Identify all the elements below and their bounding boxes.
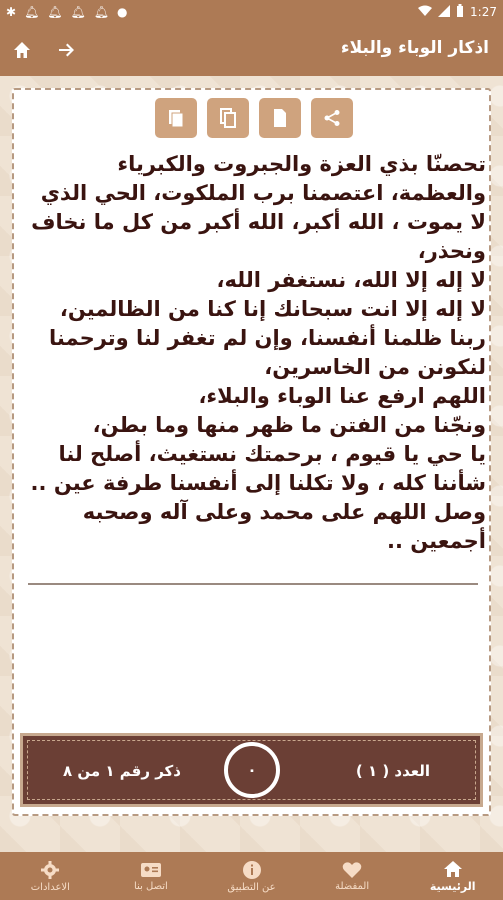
contact-card-icon <box>140 861 162 879</box>
bell-notification-icon: 🔔︎ <box>93 5 109 19</box>
nav-about-label: عن التطبيق <box>227 881 276 893</box>
nav-contact[interactable] <box>101 852 202 900</box>
file-button[interactable] <box>259 98 301 138</box>
arrow-right-icon <box>56 40 76 60</box>
copy-file-icon <box>167 108 185 128</box>
bell-notification-icon: 🔔︎ <box>47 5 63 19</box>
bell-notification-icon: 🔔︎ <box>70 5 86 19</box>
counter-button[interactable]: ٠ <box>224 742 280 798</box>
info-icon <box>242 860 262 880</box>
copy-icon <box>219 108 237 128</box>
copy-button[interactable] <box>155 98 197 138</box>
bottom-navigation <box>0 852 503 900</box>
back-button[interactable] <box>52 36 80 64</box>
heart-icon <box>342 861 362 879</box>
nav-favorites-label: المفضلة <box>335 880 370 892</box>
clock-time: 1:27 <box>470 5 497 19</box>
nav-settings-label: الاعدادات <box>30 881 70 893</box>
dhikr-text: تحصنّا بذي العزة والجبروت والكبرياء والعظمة، اعتصمنا برب الملكوت، الحي الذي لا يموت ، الله أكبر، الله أكبر من كل ما نخاف ونحذر، لا إله إلا الله، نستغفر الله، لا إله إلا انت سبحانك إنا كنا من الظالمين، ربنا ظلمنا أنفسنا، وإن لم تغفر لنا وترحمنا لنكونن من الخاسرين، اللهم ارفع عنا الوباء والبلاء، ونجّنا من الفتن ما ظهر منها وما بطن، يا حي يا قيوم ، برحمتك نستغيث، أصلح لنا شأننا كله ، ولا تكلنا إلى أنفسنا طرفة عين .. وصل اللهم على محمد وعلى آله وصحبه أجمعين .. <box>30 152 486 553</box>
nav-home-label: الرئيسية <box>429 879 476 893</box>
app-bar <box>0 24 503 76</box>
gear-icon <box>40 860 60 880</box>
divider <box>28 583 478 585</box>
wifi-icon <box>418 5 432 20</box>
circle-notification-icon: ● <box>117 5 128 19</box>
dhikr-number-label: ذكر رقم ١ من ٨ <box>63 762 181 780</box>
nav-about[interactable] <box>201 852 302 900</box>
nav-contact-label: اتصل بنا <box>134 880 168 892</box>
share-button[interactable] <box>311 98 353 138</box>
home-icon <box>12 40 32 60</box>
nav-favorites[interactable] <box>302 852 403 900</box>
duplicate-button[interactable] <box>207 98 249 138</box>
home-button[interactable] <box>8 36 36 64</box>
page-title: اذكار الوباء والبلاء <box>340 38 489 58</box>
battery-icon <box>456 4 464 20</box>
nav-home[interactable] <box>402 852 503 900</box>
nav-settings[interactable] <box>0 852 101 900</box>
dhikr-toolbar <box>155 98 353 138</box>
settings-notification-icon: ✱ <box>6 5 17 19</box>
count-label: العدد ( ١ ) <box>355 762 430 780</box>
share-icon <box>323 109 341 127</box>
file-icon <box>272 108 288 128</box>
status-bar <box>0 0 503 24</box>
home-icon <box>443 860 463 878</box>
notification-icons <box>6 4 127 20</box>
signal-icon <box>438 5 450 20</box>
bell-notification-icon: 🔔︎ <box>24 5 40 19</box>
